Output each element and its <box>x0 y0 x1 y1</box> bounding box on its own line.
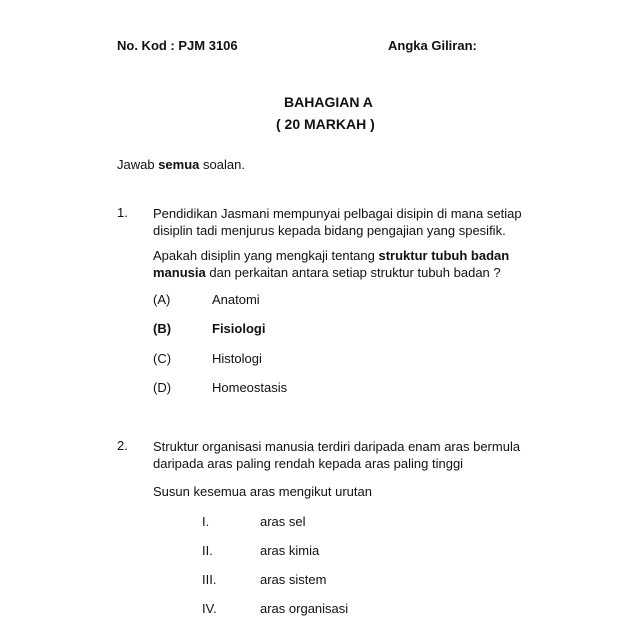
q2-item-1-text: aras sel <box>260 514 306 529</box>
q1-option-a-text: Anatomi <box>212 292 260 307</box>
q2-stem-line1: Struktur organisasi manusia terdiri daripada enam aras bermula <box>153 439 521 454</box>
q2-item-4-text: aras organisasi <box>260 601 349 616</box>
q1-ask-post: dan perkaitan antara setiap struktur tubuh badan ? <box>205 265 501 280</box>
q2-ask: Susun kesemua aras mengikut urutan <box>153 484 372 499</box>
q1-ask-bold1: struktur tubuh badan <box>378 248 510 263</box>
turn-number-label: Angka Giliran: <box>388 38 477 53</box>
q1-stem-line1: Pendidikan Jasmani mempunyai pelbagai disipin di mana setiap <box>153 206 522 221</box>
section-marks: ( 20 MARKAH ) <box>276 116 375 132</box>
q2-item-3-text: aras sistem <box>260 572 327 587</box>
q2-number: 2. <box>117 438 128 453</box>
instruction-post: soalan. <box>199 157 245 172</box>
q2-item-1-roman: I. <box>202 514 210 529</box>
q1-ask-pre: Apakah disiplin yang mengkaji tentang <box>153 248 379 263</box>
q1-option-b-text: Fisiologi <box>212 321 266 336</box>
q1-stem-line2: disiplin tadi menjurus kepada bidang pengajian yang spesifik. <box>153 223 506 238</box>
q1-option-c-text: Histologi <box>212 351 262 366</box>
q1-option-c-letter: (C) <box>153 351 172 366</box>
q1-ask-line1 <box>153 247 509 264</box>
q1-ask-bold2: manusia <box>153 265 206 280</box>
q2-stem-line2: daripada aras paling rendah kepada aras paling tinggi <box>153 456 464 471</box>
q1-option-d-text: Homeostasis <box>212 380 288 395</box>
section-title: BAHAGIAN A <box>284 94 373 110</box>
course-code: No. Kod : PJM 3106 <box>117 38 238 53</box>
q2-item-2-text: aras kimia <box>260 543 320 558</box>
q2-item-2-roman: II. <box>202 543 213 558</box>
q2-item-3-roman: III. <box>202 572 217 587</box>
q1-option-a-letter: (A) <box>153 292 171 307</box>
instruction-pre: Jawab <box>117 157 159 172</box>
q1-option-d-letter: (D) <box>153 380 172 395</box>
instruction <box>117 157 245 172</box>
q1-option-b-letter: (B) <box>153 321 172 336</box>
q2-item-4-roman: IV. <box>202 601 217 616</box>
q1-number: 1. <box>117 205 128 220</box>
q1-ask-line2 <box>153 264 501 281</box>
instruction-bold: semua <box>158 157 200 172</box>
